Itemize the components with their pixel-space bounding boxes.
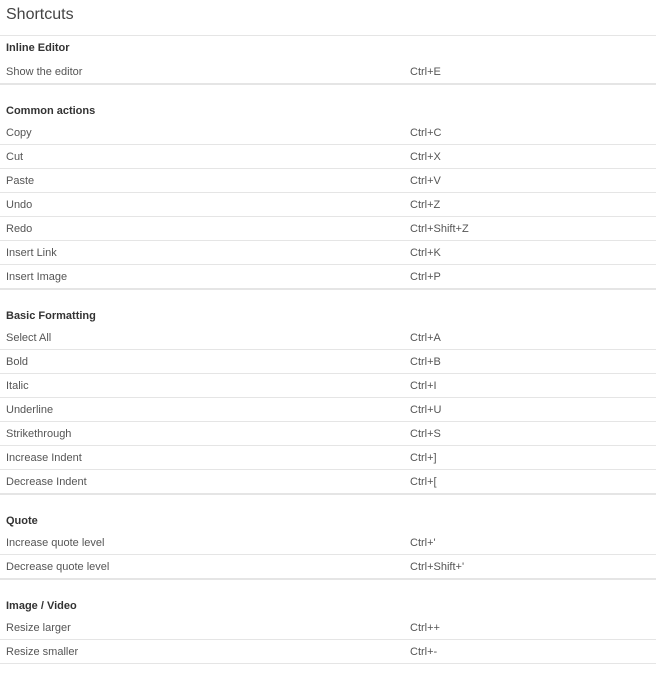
shortcut-row bbox=[0, 350, 656, 374]
shortcut-keys: Ctrl++ bbox=[410, 622, 440, 634]
shortcut-row bbox=[0, 145, 656, 169]
shortcut-keys: Ctrl+Z bbox=[410, 199, 441, 211]
shortcut-action: Undo bbox=[6, 199, 33, 211]
shortcut-action: Copy bbox=[6, 127, 32, 139]
shortcut-keys: Ctrl+A bbox=[410, 332, 441, 344]
shortcut-row bbox=[0, 121, 656, 145]
section-header-basic-formatting: Basic Formatting bbox=[0, 289, 656, 326]
shortcut-row bbox=[0, 555, 656, 579]
shortcut-action: Strikethrough bbox=[6, 428, 72, 440]
shortcut-keys: Ctrl+K bbox=[410, 247, 441, 259]
shortcut-action: Decrease quote level bbox=[6, 561, 110, 573]
shortcut-keys: Ctrl+U bbox=[410, 404, 442, 416]
shortcut-keys: Ctrl+X bbox=[410, 151, 441, 163]
shortcut-keys: Ctrl+Shift+Z bbox=[410, 223, 469, 235]
shortcut-row bbox=[0, 217, 656, 241]
shortcut-row bbox=[0, 60, 656, 84]
shortcut-action: Resize smaller bbox=[6, 646, 79, 658]
shortcut-action: Decrease Indent bbox=[6, 476, 87, 488]
shortcut-keys: Ctrl+V bbox=[410, 175, 441, 187]
shortcut-keys: Ctrl+[ bbox=[410, 476, 437, 488]
shortcut-row bbox=[0, 265, 656, 289]
section-header-image-video: Image / Video bbox=[0, 579, 656, 616]
shortcut-row bbox=[0, 422, 656, 446]
shortcut-action: Resize larger bbox=[6, 622, 71, 634]
shortcut-keys: Ctrl+C bbox=[410, 127, 442, 139]
shortcut-keys: Ctrl+E bbox=[410, 66, 441, 78]
shortcut-row bbox=[0, 169, 656, 193]
shortcut-row bbox=[0, 193, 656, 217]
shortcut-row bbox=[0, 470, 656, 494]
shortcut-keys: Ctrl+] bbox=[410, 452, 437, 464]
shortcut-row bbox=[0, 241, 656, 265]
shortcut-keys: Ctrl+S bbox=[410, 428, 441, 440]
shortcut-action: Insert Image bbox=[6, 271, 68, 283]
shortcut-action: Increase Indent bbox=[6, 452, 82, 464]
shortcut-action: Underline bbox=[6, 404, 54, 416]
shortcut-row bbox=[0, 640, 656, 664]
shortcut-keys: Ctrl+P bbox=[410, 271, 441, 283]
section-header-inline-editor: Inline Editor bbox=[0, 35, 656, 60]
shortcut-action: Bold bbox=[6, 356, 29, 368]
shortcut-row bbox=[0, 326, 656, 350]
shortcut-row bbox=[0, 374, 656, 398]
shortcut-action: Insert Link bbox=[6, 247, 57, 259]
section-header-quote: Quote bbox=[0, 494, 656, 531]
dialog-title: Shortcuts bbox=[6, 6, 74, 23]
shortcut-keys: Ctrl+B bbox=[410, 356, 441, 368]
shortcut-row bbox=[0, 446, 656, 470]
shortcut-keys: Ctrl+Shift+' bbox=[410, 561, 465, 573]
shortcut-action: Cut bbox=[6, 151, 24, 163]
shortcut-row bbox=[0, 616, 656, 640]
shortcut-action: Italic bbox=[6, 380, 29, 392]
shortcut-keys: Ctrl+' bbox=[410, 537, 436, 549]
shortcut-action: Show the editor bbox=[6, 66, 83, 78]
shortcut-row bbox=[0, 531, 656, 555]
shortcut-action: Select All bbox=[6, 332, 52, 344]
shortcut-action: Redo bbox=[6, 223, 33, 235]
shortcut-action: Paste bbox=[6, 175, 35, 187]
shortcut-sections bbox=[0, 35, 656, 664]
shortcut-action: Increase quote level bbox=[6, 537, 105, 549]
shortcut-keys: Ctrl+I bbox=[410, 380, 437, 392]
shortcut-row bbox=[0, 398, 656, 422]
shortcut-keys: Ctrl+- bbox=[410, 646, 438, 658]
section-header-common-actions: Common actions bbox=[0, 84, 656, 121]
